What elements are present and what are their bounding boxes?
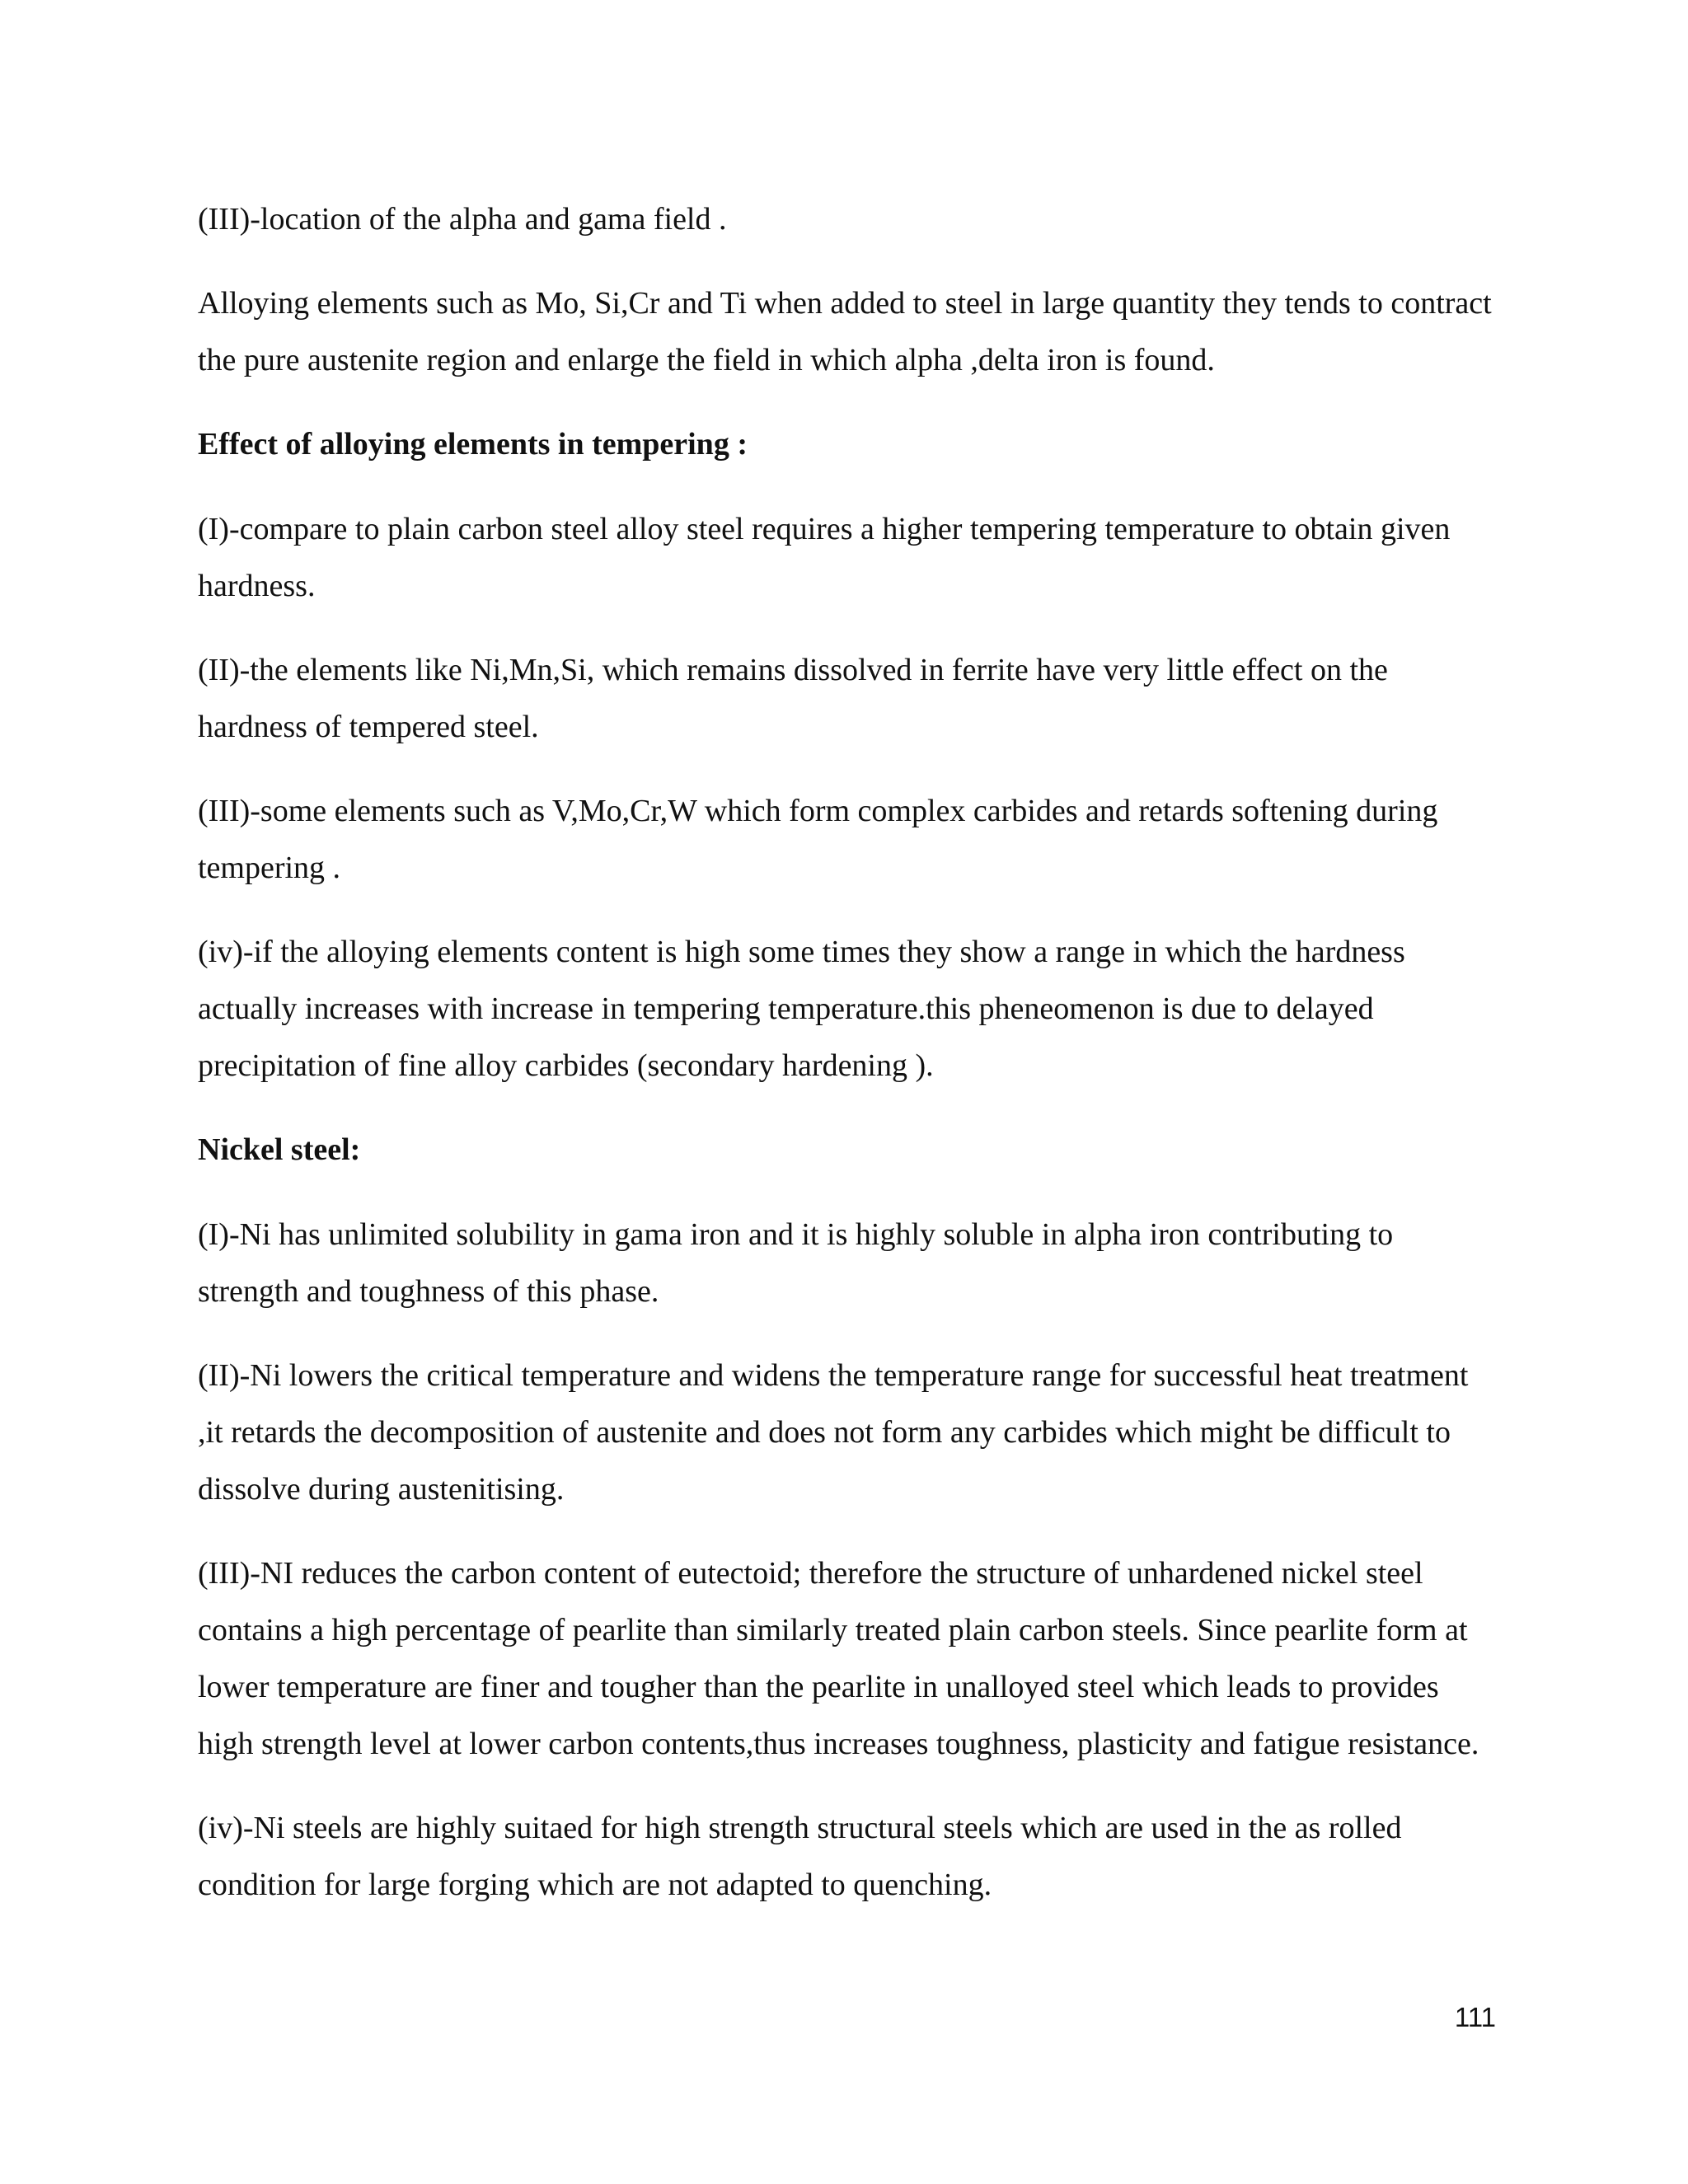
paragraph-alloying-elements: Alloying elements such as Mo, Si,Cr and Ti when added to steel in large quantity they tends to contract the pure austenite region and enlarge the field in which alpha ,delta iron is found. (198, 286, 1492, 377)
page-content (198, 191, 1500, 1940)
paragraph-tempering-ii: (II)-the elements like Ni,Mn,Si, which remains dissolved in ferrite have very little effect on the hardness of tempered steel. (198, 653, 1388, 744)
heading-nickel-steel: Nickel steel: (198, 1132, 361, 1167)
paragraph-tempering-i: (I)-compare to plain carbon steel alloy steel requires a higher tempering temperature to obtain given hardness. (198, 512, 1451, 603)
paragraph-location-field: (III)-location of the alpha and gama field . (198, 202, 727, 237)
paragraph-tempering-iv: (iv)-if the alloying elements content is high some times they show a range in which the hardness actually increases with increase in tempering temperature.this pheneomenon is due to delayed precipitation of fine alloy carbides (secondary hardening ). (198, 935, 1405, 1083)
page-number: 111 (1454, 2002, 1496, 2032)
paragraph-nickel-i: (I)-Ni has unlimited solubility in gama iron and it is highly soluble in alpha iron contributing to strength and toughness of this phase. (198, 1217, 1394, 1309)
heading-tempering-effect: Effect of alloying elements in tempering : (198, 427, 748, 462)
paragraph-nickel-iii: (III)-NI reduces the carbon content of eutectoid; therefore the structure of unhardened nickel steel contains a high percentage of pearlite than similarly treated plain carbon steels. Since pearlite form at lower temperature are finer and tougher than the pearlite in unalloyed steel which leads to provides high strength level at lower carbon contents,thus increases toughness, plasticity and fatigue resistance. (198, 1556, 1479, 1761)
paragraph-nickel-ii: (II)-Ni lowers the critical temperature and widens the temperature range for successful heat treatment ,it retards the decomposition of austenite and does not form any carbides which might be difficult to dissolve during austenitising. (198, 1358, 1469, 1507)
paragraph-nickel-iv: (iv)-Ni steels are highly suitaed for high strength structural steels which are used in the as rolled condition for large forging which are not adapted to quenching. (198, 1811, 1402, 1902)
paragraph-tempering-iii: (III)-some elements such as V,Mo,Cr,W which form complex carbides and retards softening during tempering . (198, 794, 1438, 885)
